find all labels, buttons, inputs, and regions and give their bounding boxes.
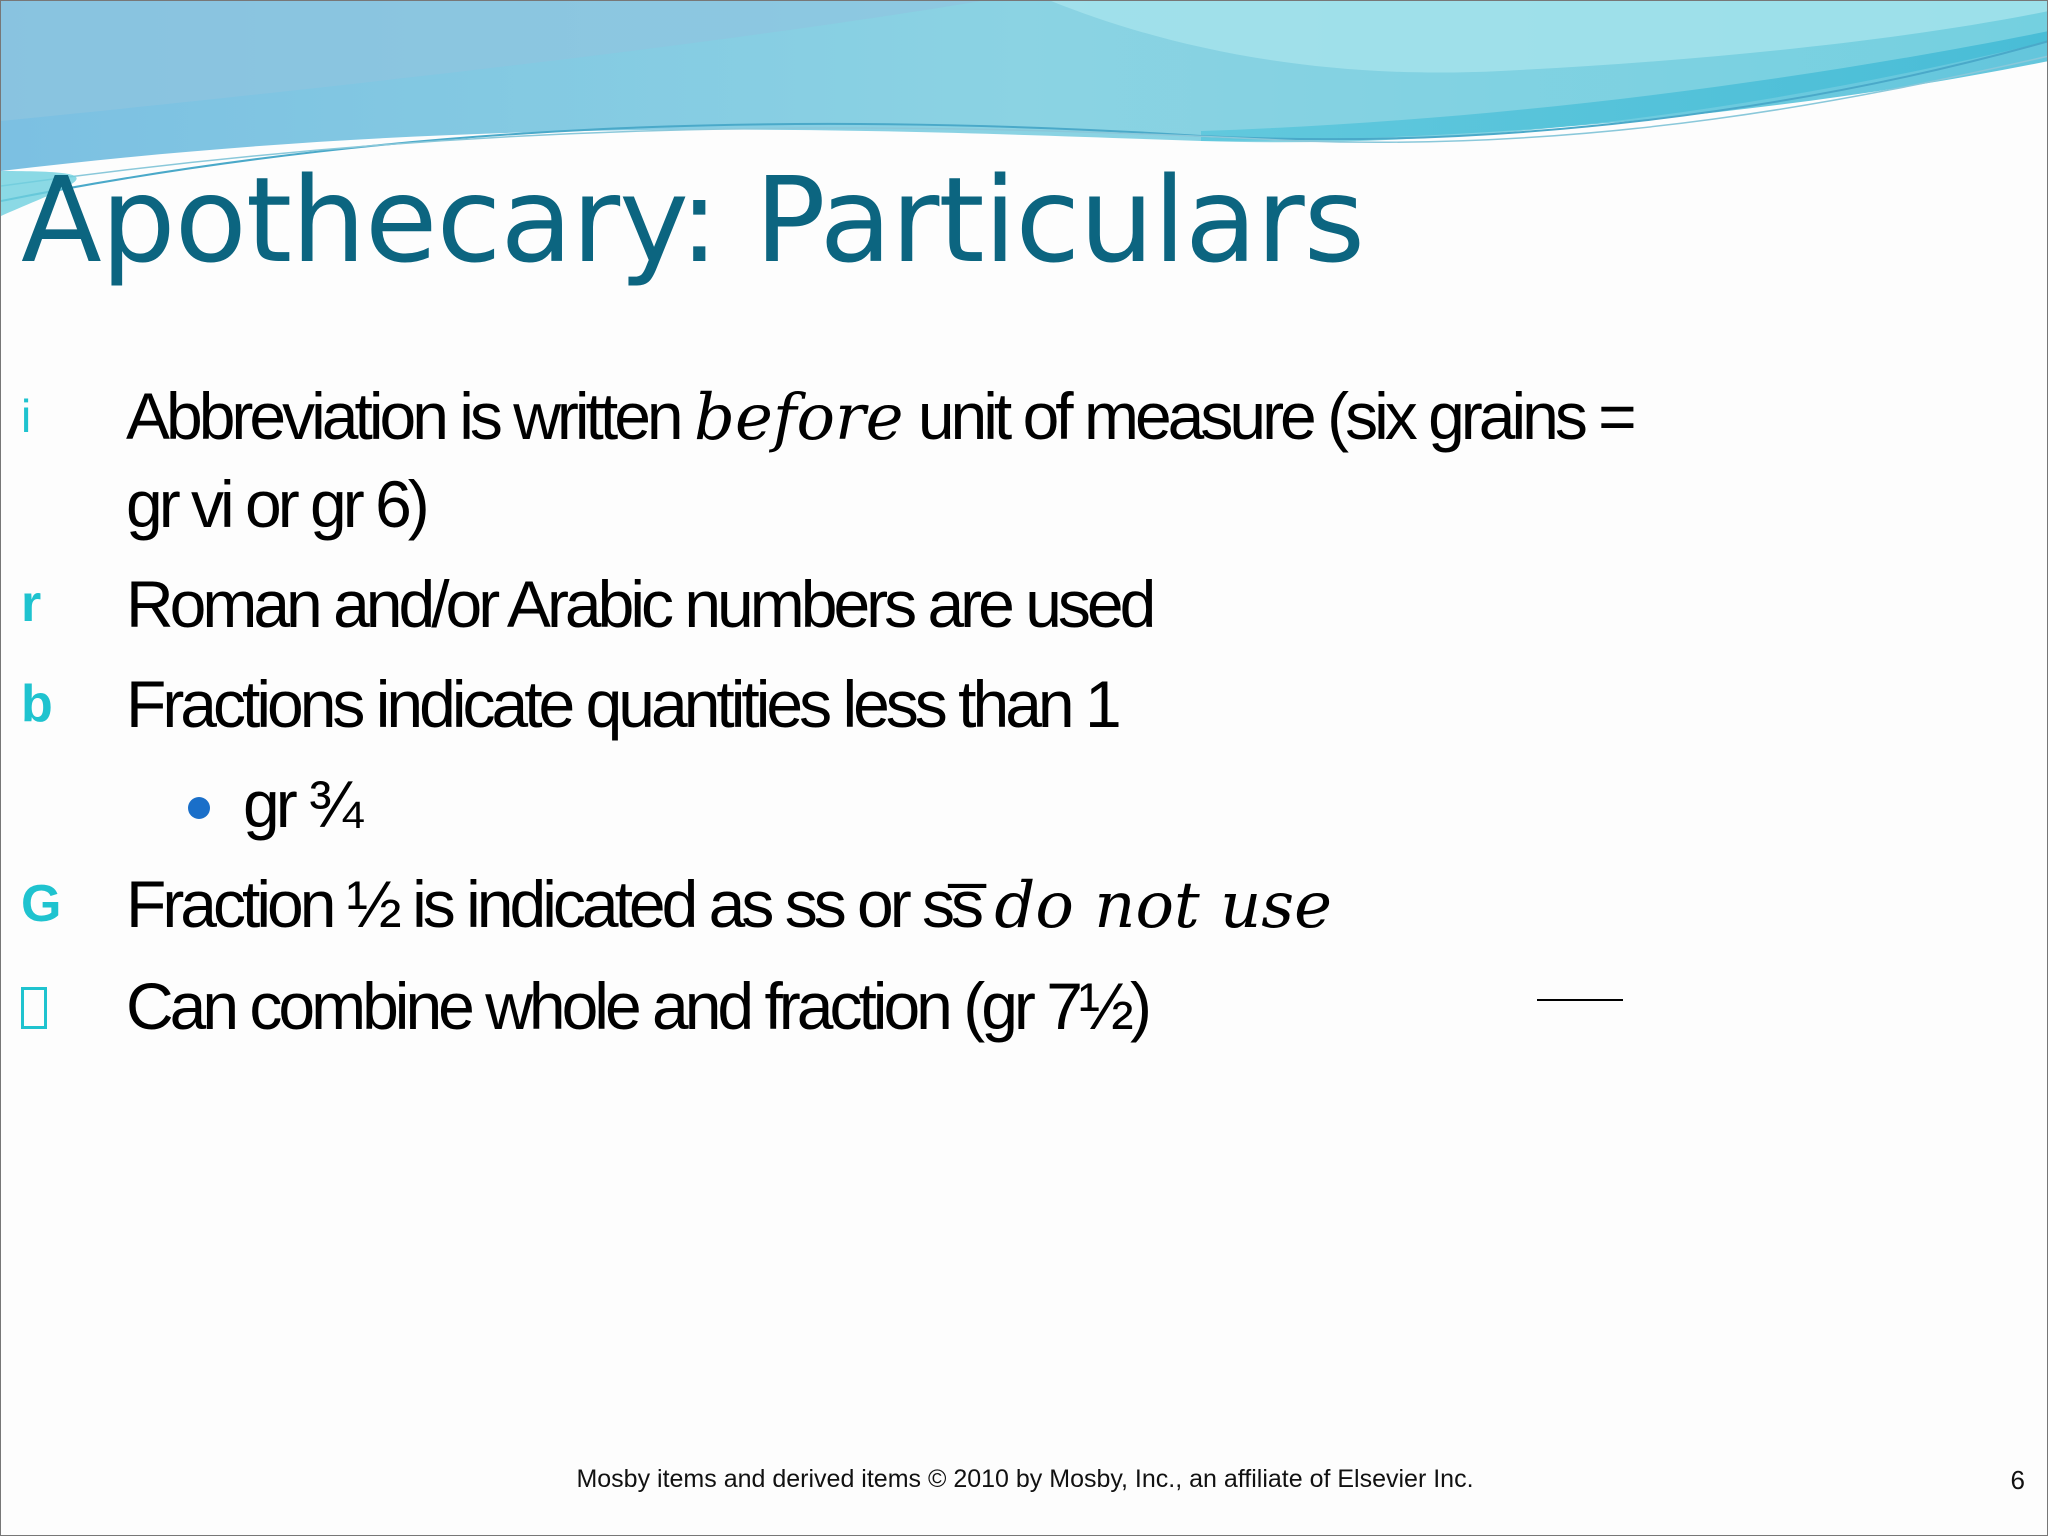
bullet-emphasis: before	[693, 381, 904, 455]
slide-title: Apothecary: Particulars	[21, 151, 1365, 289]
bullet-text: Can combine whole and fraction (gr 7½)	[126, 969, 1148, 1043]
bullet-text: unit of measure (six grains = gr vi or gr 6)	[126, 379, 1633, 541]
copyright-footer: Mosby items and derived items © 2010 by Mosby, Inc., an affiliate of Elsevier Inc.	[576, 1465, 1474, 1493]
bullet-half	[1, 861, 1686, 949]
page-number: 6	[2010, 1465, 2025, 1495]
bullet-text: Roman and/or Arabic numbers are used	[126, 567, 1153, 641]
bullet-text: Abbreviation is written	[126, 379, 694, 453]
sub-bullet-text: gr ¾	[243, 767, 360, 841]
missing-glyph-box-icon	[21, 987, 47, 1029]
sub-bullet-example	[1, 761, 2001, 847]
bullet-numbers	[1, 561, 1686, 647]
bullet-text: Fractions indicate quantities less than 1	[126, 667, 1118, 741]
horizontal-rule	[1537, 999, 1623, 1001]
bullet-abbreviation	[1, 373, 1686, 547]
bullet-marker: b	[21, 675, 53, 733]
bullet-marker: r	[21, 575, 42, 633]
bullet-text: Fraction ½ is indicated as ss or ss̅	[126, 867, 995, 941]
bullet-combine	[1, 963, 1686, 1049]
bullet-emphasis: do not use	[994, 869, 1332, 943]
bullet-list	[1, 373, 2001, 1063]
sub-bullet-dot-icon	[188, 797, 210, 819]
bullet-marker: G	[21, 875, 62, 933]
bullet-marker: i	[21, 390, 32, 442]
bullet-fractions	[1, 661, 1686, 747]
